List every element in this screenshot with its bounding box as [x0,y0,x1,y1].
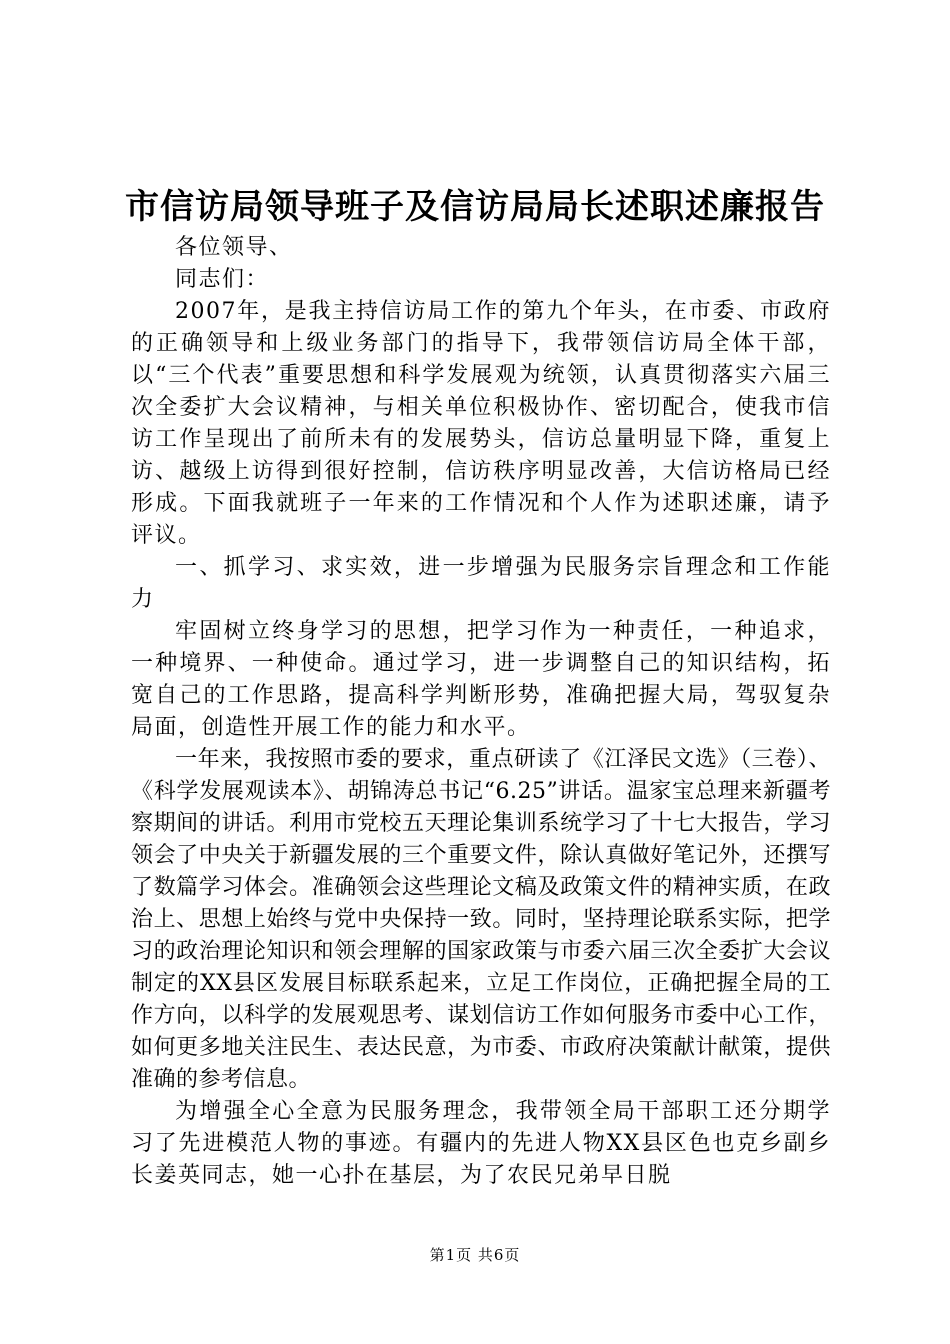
salutation-leaders: 各位领导、 [175,235,293,260]
section-heading-1: 一、抓学习、求实效，进一步增强为民服务宗旨理念和工作能力 [131,555,831,612]
paragraph-intro: 2007年，是我主持信访局工作的第九个年头，在市委、市政府的正确领导和上级业务部门的指导下，我带领信访局全体干部，以“三个代表”重要思想和科学发展观为统领，认真贯彻落实六届三次全委扩大会议精神，与相关单位积极协作、密切配合，使我市信访工作呈现出了前所未有的发展势头，信访总量明显下降，重复上访、越级上访得到很好控制，信访秩序明显改善，大信访格局已经形成。下面我就班子一年来的工作情况和个人作为述职述廉，请予评议。 [131,299,831,548]
page-footer: 第1页 共6页 [429,1246,521,1264]
salutation-comrades: 同志们： [175,267,270,292]
document-title: 市信访局领导班子及信访局局长述职述廉报告 [125,187,825,227]
document-body [131,232,831,1192]
paragraph-learning: 牢固树立终身学习的思想，把学习作为一种责任，一种追求，一种境界、一种使命。通过学习，进一步调整自己的知识结构，拓宽自己的工作思路，提高科学判断形势，准确把握大局，驾驭复杂局面，创造性开展工作的能力和水平。 [131,619,831,740]
paragraph-study-details: 一年来，我按照市委的要求，重点研读了《江泽民文选》（三卷）、《科学发展观读本》、胡锦涛总书记“6.25”讲话。温家宝总理来新疆考察期间的讲话。利用市党校五天理论集训系统学习了十七大报告，学习领会了中央关于新疆发展的三个重要文件，除认真做好笔记外，还撰写了数篇学习体会。准确领会这些理论文稿及政策文件的精神实质，在政治上、思想上始终与党中央保持一致。同时，坚持理论联系实际，把学习的政治理论知识和领会理解的国家政策与市委六届三次全委扩大会议制定的XX县区发展目标联系起来，立足工作岗位，正确把握全局的工作方向，以科学的发展观思考、谋划信访工作如何服务市委中心工作，如何更多地关注民生、表达民意，为市委、市政府决策献计献策，提供准确的参考信息。 [131,747,831,1092]
paragraph-role-models: 为增强全心全意为民服务理念，我带领全局干部职工还分期学习了先进模范人物的事迹。有疆内的先进人物XX县区色也克乡副乡长姜英同志，她一心扑在基层，为了农民兄弟早日脱 [131,1099,831,1188]
